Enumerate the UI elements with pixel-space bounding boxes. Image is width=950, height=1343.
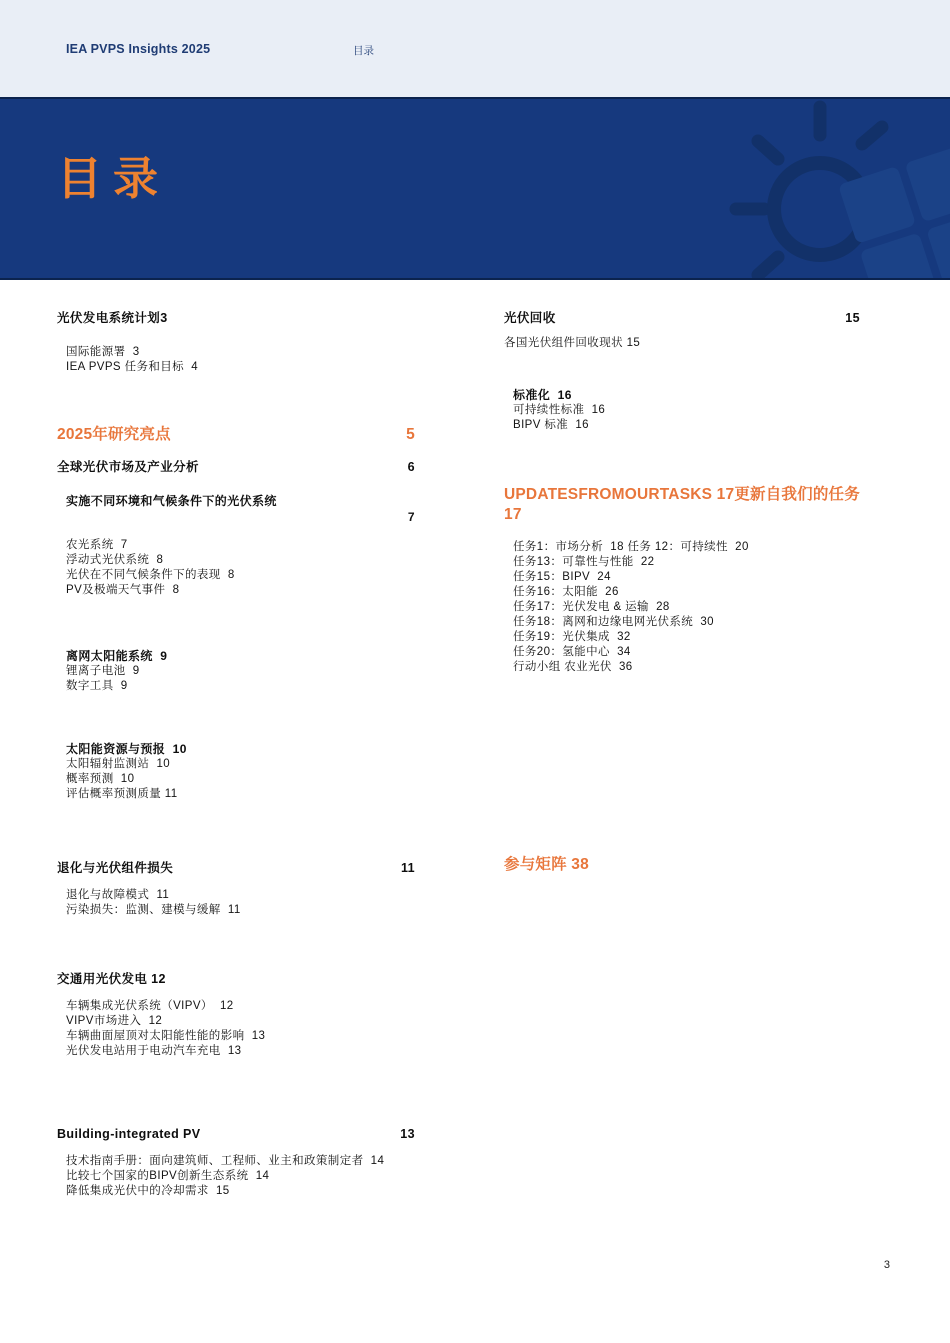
page-header [0, 0, 950, 97]
toc-entry[interactable]: 光伏发电站用于电动汽车充电 13 [66, 1045, 242, 1057]
toc-entry[interactable]: 任务19：光伏集成 32 [513, 631, 631, 643]
toc-entry[interactable]: 国际能源署 3 [66, 346, 140, 358]
toc-entry-label: 全球光伏市场及产业分析 [57, 460, 199, 474]
toc-entry[interactable] [57, 459, 415, 475]
toc-entry-page: 6 [407, 460, 415, 474]
sun-solar-panel-icon [720, 97, 950, 280]
toc-entry[interactable]: 各国光伏组件回收现状 15 [504, 337, 641, 349]
toc-entry-page: 13 [400, 1127, 415, 1141]
toc-column-right [504, 310, 865, 875]
toc-entry[interactable]: 技术指南手册：面向建筑师、工程师、业主和政策制定者 14 [66, 1155, 385, 1167]
toc-entry[interactable]: 退化与故障模式 11 [66, 889, 170, 901]
toc-entry-page[interactable]: 7 [407, 510, 415, 524]
toc-entry[interactable] [57, 425, 415, 445]
footer-page-number: 3 [883, 1259, 890, 1271]
toc-entry[interactable]: 交通用光伏发电 12 [57, 972, 166, 986]
toc-entry[interactable]: 评估概率预测质量 11 [66, 788, 178, 800]
toc-entry[interactable]: 可持续性标准 16 [513, 404, 606, 416]
title-banner [0, 97, 950, 280]
toc-entry[interactable]: 光伏在不同气候条件下的表现 8 [66, 569, 235, 581]
running-header-section: 目录 [353, 45, 374, 57]
toc-entry[interactable]: UPDATESFROMOURTASKS 17更新自我们的任务 17 [504, 486, 865, 523]
toc-entry[interactable]: 比较七个国家的BIPV创新生态系统 14 [66, 1170, 270, 1182]
toc-entry-label: 2025年研究亮点 [57, 426, 171, 443]
toc-entry-page: 11 [400, 861, 415, 875]
toc-entry[interactable]: 太阳能资源与预报 10 [66, 742, 187, 756]
toc-entry[interactable]: 数字工具 9 [66, 680, 128, 692]
toc-entry[interactable]: 任务15：BIPV 24 [513, 571, 611, 583]
toc-entry[interactable]: 太阳辐射监测站 10 [66, 758, 171, 770]
toc-entry[interactable]: 降低集成光伏中的冷却需求 15 [66, 1185, 230, 1197]
toc-entry[interactable]: 离网太阳能系统 9 [66, 649, 168, 663]
toc-entry[interactable]: 任务13：可靠性与性能 22 [513, 556, 655, 568]
toc-entry[interactable]: VIPV市场进入 12 [66, 1015, 163, 1027]
toc-entry[interactable] [57, 1126, 415, 1142]
toc-entry[interactable]: 浮动式光伏系统 8 [66, 554, 164, 566]
toc-entry[interactable] [504, 310, 860, 326]
page-title: 目录 [57, 153, 170, 204]
toc-entry[interactable]: 标准化 16 [513, 388, 572, 402]
toc-entry-label: 退化与光伏组件损失 [57, 861, 174, 875]
toc-entry-label: 光伏回收 [504, 311, 556, 325]
toc-entry[interactable]: 任务20：氢能中心 34 [513, 646, 631, 658]
toc-entry[interactable]: 农光系统 7 [66, 539, 128, 551]
toc-entry[interactable]: 实施不同环境和气候条件下的光伏系统 [66, 494, 277, 508]
toc-entry[interactable]: 任务16：太阳能 26 [513, 586, 619, 598]
toc-column-left [57, 310, 415, 1199]
toc-entry[interactable]: 污染损失：监测、建模与缓解 11 [66, 904, 241, 916]
toc-entry[interactable]: 光伏发电系统计划3 [57, 311, 168, 325]
toc-entry[interactable]: 任务18：离网和边缘电网光伏系统 30 [513, 616, 714, 628]
document-title: IEA PVPS Insights 2025 [66, 42, 211, 56]
toc-entry[interactable]: 车辆集成光伏系统（VIPV） 12 [66, 1000, 234, 1012]
toc-entry[interactable]: 概率预测 10 [66, 773, 135, 785]
toc-entry[interactable]: 参与矩阵 38 [504, 856, 589, 873]
toc-entry[interactable]: IEA PVPS 任务和目标 4 [66, 361, 199, 373]
toc-entry[interactable]: 行动小组 农业光伏 36 [513, 661, 633, 673]
toc-entry[interactable]: 任务1：市场分析 18 任务 12：可持续性 20 [513, 541, 749, 553]
toc-entry[interactable]: 车辆曲面屋顶对太阳能性能的影响 13 [66, 1030, 266, 1042]
toc-entry-page: 5 [406, 426, 415, 443]
toc-entry-label: Building-integrated PV [57, 1127, 201, 1141]
toc-entry[interactable]: BIPV 标准 16 [513, 419, 589, 431]
toc-entry[interactable] [57, 860, 415, 876]
toc-entry-page: 15 [845, 311, 860, 325]
toc-entry[interactable]: PV及极端天气事件 8 [66, 584, 180, 596]
toc-entry[interactable]: 任务17：光伏发电 & 运输 28 [513, 601, 670, 613]
toc-entry[interactable]: 锂离子电池 9 [66, 665, 140, 677]
